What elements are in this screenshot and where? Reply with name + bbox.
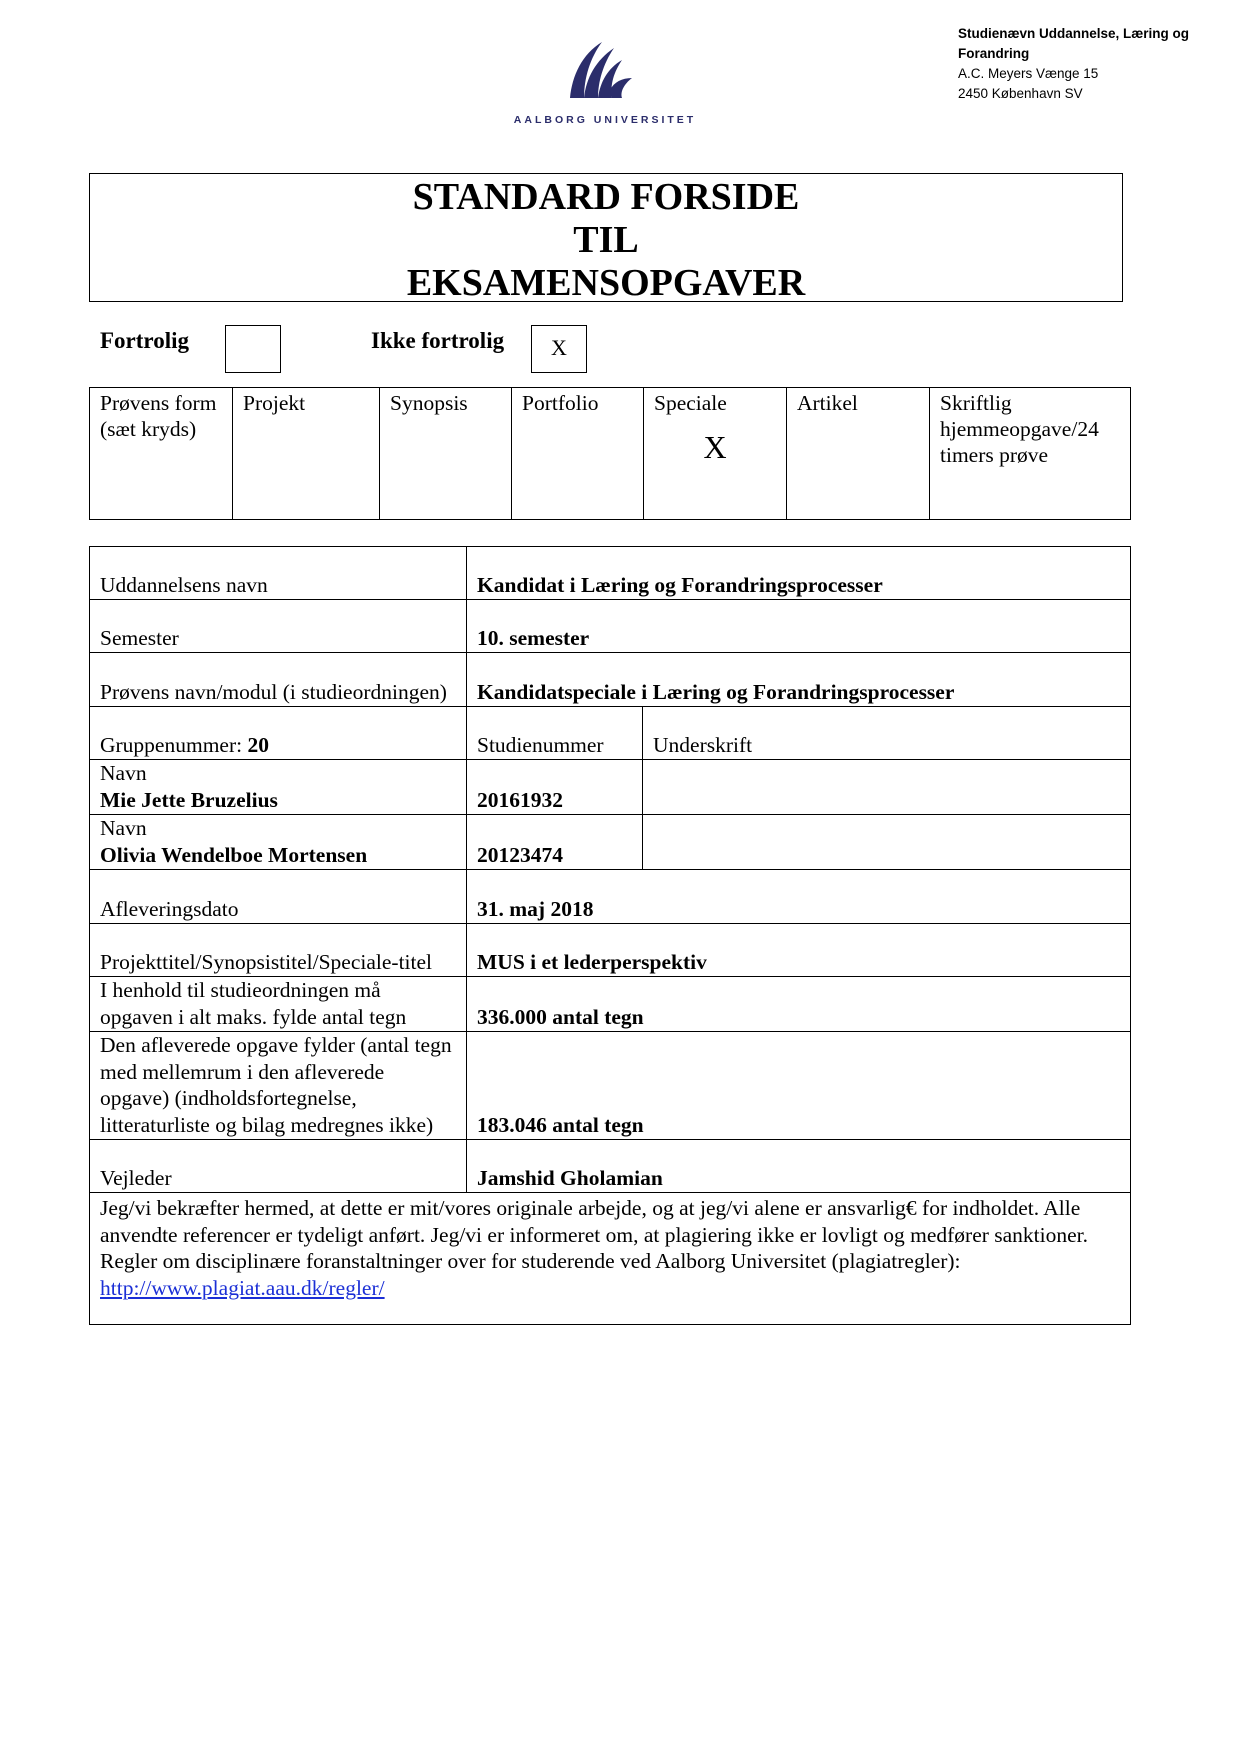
project-title-label: Projekttitel/Synopsistitel/Speciale-titel [90,924,467,977]
confidential-label: Fortrolig [100,328,189,353]
exam-form-option-speciale[interactable] [644,388,787,520]
semester-label: Semester [90,600,467,653]
actual-chars-label: Den afleverede opgave fylder (antal tegn med mellemrum i den afleverede opgave) (indholdsfortegnelse, litteraturliste og bilag medregnes ikke) [90,1032,467,1140]
exam-form-label: Prøvens form (sæt kryds) [90,388,233,520]
student-name: Olivia Wendelboe Mortensen [100,842,368,867]
student-signature[interactable] [643,760,1131,815]
option-mark [522,416,633,434]
not-confidential-label: Ikke fortrolig [371,328,505,353]
exam-form-option-projekt[interactable] [233,388,380,520]
supervisor-value: Jamshid Gholamian [467,1140,1131,1193]
student-number-header: Studienummer [467,707,643,760]
declaration [90,1193,1131,1325]
title-line-3: EKSAMENSOPGAVER [406,262,806,304]
option-label: Skriftlig hjemmeopgave/24 timers prøve [940,391,1099,467]
option-label: Synopsis [390,391,468,415]
department-city: 2450 København SV [958,86,1083,101]
exam-info-table [89,546,1131,1325]
declaration-text: Jeg/vi bekræfter hermed, at dette er mit/vores originale arbejde, og at jeg/vi alene er ansvarlig€ for indholdet. Alle anvendte referencer er tydeligt anført. Jeg/vi er informeret om, at plagiering ikke er lovligt og medfører sanktioner. Regler om disciplinære foranstaltninger over for studerende ved Aalborg Universitet (plagiatregler): [100,1196,1089,1273]
title-line-1: STANDARD FORSIDE [412,176,800,218]
exam-form-table [89,387,1131,520]
plagiarism-rules-link[interactable]: http://www.plagiat.aau.dk/regler/ [100,1275,385,1300]
semester-value: 10. semester [467,600,1131,653]
education-value: Kandidat i Læring og Forandringsprocesser [467,547,1131,600]
department-name-line1: Studienævn Uddannelse, Læring og [958,26,1190,41]
student-number: 20123474 [467,815,643,870]
not-confidential-checkbox[interactable]: X [531,325,587,373]
signature-header: Underskrift [643,707,1131,760]
option-mark [390,416,501,434]
exam-form-option-portfolio[interactable] [512,388,644,520]
max-chars-label: I henhold til studieordningen må opgaven i alt maks. fylde antal tegn [90,977,467,1032]
option-label: Portfolio [522,391,599,415]
group-label: Gruppenummer: [100,732,248,757]
project-title-value: MUS i et lederperspektiv [467,924,1131,977]
group-number [90,707,467,760]
student-number: 20161932 [467,760,643,815]
student-signature[interactable] [643,815,1131,870]
exam-form-option-artikel[interactable] [787,388,930,520]
option-mark: X [703,429,727,465]
confidential-checkbox[interactable] [225,325,281,373]
group-value: 20 [247,732,269,757]
option-label: Speciale [654,391,727,415]
aau-logo [510,38,700,128]
student-name-cell [90,815,467,870]
department-address [958,24,1228,104]
option-label: Artikel [797,391,858,415]
aau-logo-icon [510,38,700,118]
supervisor-label: Vejleder [90,1140,467,1193]
option-mark [797,416,919,434]
department-street: A.C. Meyers Vænge 15 [958,66,1099,81]
actual-chars-value: 183.046 antal tegn [467,1032,1131,1140]
exam-form-option-skriftlig[interactable] [930,388,1131,520]
student-name-cell [90,760,467,815]
option-mark [243,416,369,434]
module-label: Prøvens navn/modul (i studieordningen) [90,653,467,707]
aau-logo-text: AALBORG UNIVERSITET [513,114,697,126]
max-chars-value: 336.000 antal tegn [467,977,1131,1032]
exam-form-option-synopsis[interactable] [380,388,512,520]
student-name-label: Navn [100,761,147,785]
delivery-date-value: 31. maj 2018 [467,870,1131,924]
department-name-line2: Forandring [958,46,1030,61]
title-box [89,173,1123,302]
education-label: Uddannelsens navn [90,547,467,600]
delivery-date-label: Afleveringsdato [90,870,467,924]
option-mark [940,468,1120,486]
option-label: Projekt [243,391,306,415]
student-name-label: Navn [100,816,147,840]
student-name: Mie Jette Bruzelius [100,787,278,812]
title-line-2: TIL [573,219,639,261]
module-value: Kandidatspeciale i Læring og Forandringsprocesser [467,653,1131,707]
